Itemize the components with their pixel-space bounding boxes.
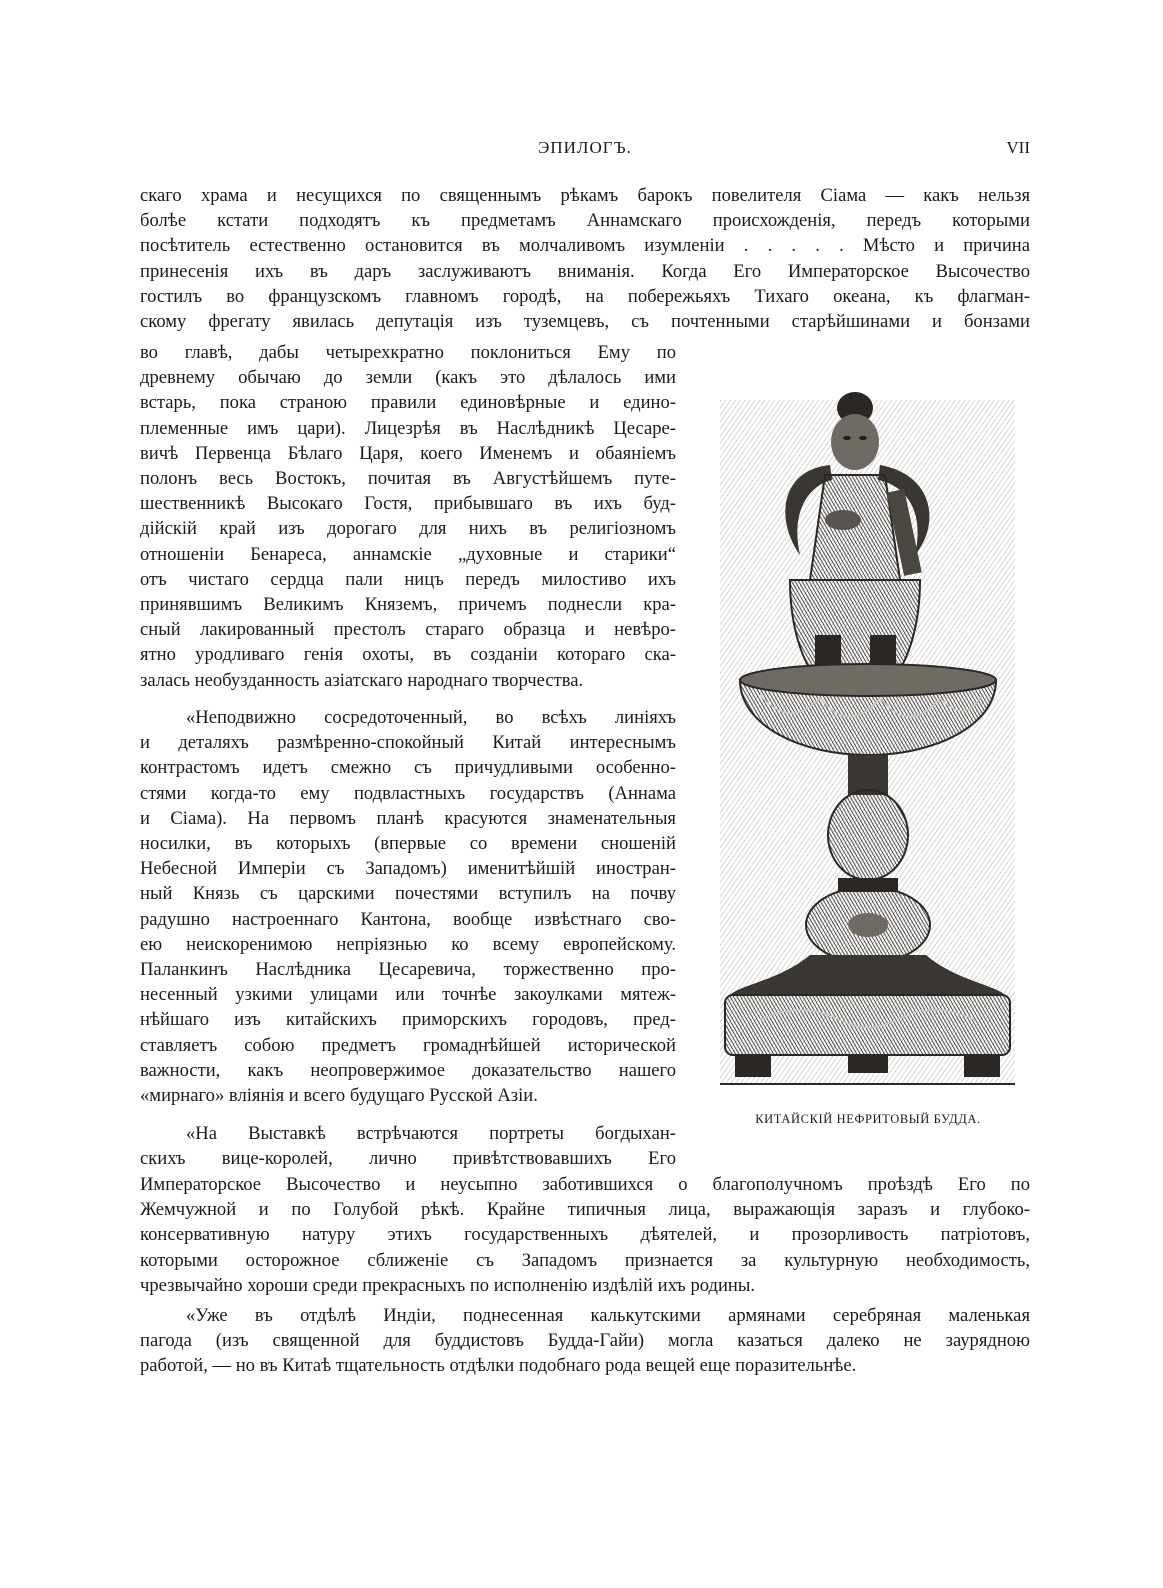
- text-line: ятно уродливаго генія охоты, въ созданіи котораго ска-: [140, 644, 676, 666]
- statue-illustration: [720, 380, 1015, 1090]
- text-line: ставляетъ собою предметъ громаднѣйшей исторической: [140, 1034, 676, 1056]
- text-line: вичѣ Первенца Бѣлаго Царя, коего Именемъ и обаяніемъ: [140, 442, 676, 464]
- text-line: принявшимъ Великимъ Княземъ, причемъ поднесли кра-: [140, 594, 676, 616]
- text-line: отношеніи Бенареса, аннамскіе „духовные и старики“: [140, 543, 676, 565]
- paragraph-1-wide: [140, 183, 1030, 334]
- text-line: дійскій край изъ дорогаго для нихъ въ религіозномъ: [140, 518, 676, 540]
- text-line: шественникѣ Высокаго Гостя, прибывшаго въ ихъ буд-: [140, 493, 676, 515]
- text-line: во главѣ, дабы четырехкратно поклониться Ему по: [140, 342, 676, 363]
- page-header: [140, 138, 1030, 168]
- text-line: встарь, пока страною правили единовѣрные и едино-: [140, 392, 676, 414]
- paragraph-4: [140, 1303, 1030, 1379]
- figure-caption: КИТАЙСКІЙ НЕФРИТОВЫЙ БУДДА.: [755, 1112, 981, 1126]
- text-line: скихъ вице-королей, лично привѣтствовавшихъ Его: [140, 1148, 676, 1170]
- text-line: носилки, въ которыхъ (впервые со времени сношеній: [140, 833, 676, 855]
- paragraph-2: [140, 705, 676, 1108]
- text-line: контрастомъ идетъ смежно съ причудливыми особенно-: [140, 757, 676, 779]
- running-title: ЭПИЛОГЪ.: [538, 138, 632, 157]
- text-line: сный лакированный престолъ стараго образца и невѣро-: [140, 619, 676, 641]
- text-line: несенный узкими улицами или точнѣе закоулками мятеж-: [140, 984, 676, 1006]
- text-line: скому фрегату явилась депутація изъ туземцевъ, съ почтенными старѣйшинами и бонзами: [140, 311, 1030, 333]
- pedestal-foot: [735, 1055, 771, 1077]
- paragraph-3-wide: [140, 1172, 1030, 1298]
- text-line: «Неподвижно сосредоточенный, во всѣхъ линіяхъ: [186, 707, 676, 728]
- text-line: болѣе кстати подходятъ къ предметамъ Аннамскаго происхожденія, передъ которыми: [140, 210, 1030, 232]
- text-line: и Сіама). На первомъ планѣ красуются знаменательныя: [140, 807, 676, 829]
- text-line: гостилъ во французскомъ главномъ городѣ, на побережьяхъ Тихаго океана, къ флагман-: [140, 285, 1030, 307]
- text-line: древнему обычаю до земли (какъ это дѣлалось ими: [140, 367, 676, 389]
- page-number: VII: [1006, 138, 1030, 157]
- text-line: Небесной Имперіи съ Западомъ) именитѣйшій иностран-: [140, 858, 676, 880]
- text-line: чрезвычайно хороши среди прекрасныхъ по исполненію издѣлій ихъ родины.: [140, 1274, 755, 1296]
- text-line: нѣйшаго изъ китайскихъ приморскихъ городовъ, пред-: [140, 1009, 676, 1031]
- stand-upper-knob: [828, 790, 908, 880]
- buddha-statue-engraving: [720, 380, 1015, 1090]
- frame-bottom-edge: [720, 1083, 1015, 1085]
- text-line: посѣтитель естественно остановится въ молчаливомъ изумленіи . . . . . Мѣсто и причина: [140, 235, 1030, 257]
- text-line: и деталяхъ размѣренно-спокойный Китай интереснымъ: [140, 732, 676, 754]
- text-line: «мирнаго» вліянія и всего будущаго Русской Азіи.: [140, 1085, 538, 1107]
- text-line: которыми осторожное сближеніе съ Западомъ признается за культурную необходимость,: [140, 1249, 1030, 1271]
- text-line: ный Князь съ царскими почестями вступилъ на почву: [140, 883, 676, 905]
- text-line: принесенія ихъ въ даръ заслуживаютъ вниманія. Когда Его Императорское Высочество: [140, 260, 1030, 282]
- statue-lotus-offering: [825, 510, 861, 530]
- text-line: консервативную натуру этихъ государственныхъ дѣятелей, и прозорливость патріотовъ,: [140, 1224, 1030, 1246]
- text-line: скаго храма и несущихся по священнымъ рѣкамъ барокъ повелителя Сіама — какъ нельзя: [140, 185, 1030, 206]
- text-line: отъ чистаго сердца пали ницъ передъ милостиво ихъ: [140, 568, 676, 590]
- text-line: Жемчужной и по Голубой рѣкѣ. Крайне типичныя лица, выражающія заразъ и глубоко-: [140, 1199, 1030, 1221]
- text-line: «Уже въ отдѣлѣ Индіи, поднесенная калькутскими армянами серебряная маленькая: [186, 1305, 1030, 1326]
- text-line: «На Выставкѣ встрѣчаются портреты богдыхан-: [186, 1123, 676, 1144]
- text-line: племенные имъ цари). Лицезрѣя въ Наслѣдникѣ Цесаре-: [140, 417, 676, 439]
- paragraph-1-narrow: [140, 340, 676, 693]
- statue-face: [831, 414, 879, 470]
- text-line: работой, — но въ Китаѣ тщательность отдѣлки подобнаго рода вещей еще поразительнѣе.: [140, 1355, 857, 1377]
- text-line: пагода (изъ священной для буддистовъ Будда-Гайи) могла казаться далеко не заурядною: [140, 1330, 1030, 1352]
- pedestal: [725, 995, 1010, 1055]
- text-line: Императорское Высочество и неусыпно заботившихся о благополучномъ проѣздѣ Его по: [140, 1174, 1030, 1195]
- text-line: ею неискоренимою непріязнью ко всему европейскому.: [140, 933, 676, 955]
- statue-torso: [810, 475, 900, 580]
- text-line: радушно настроеннаго Кантона, вообще извѣстнаго сво-: [140, 908, 676, 930]
- text-line: Паланкинъ Наслѣдника Цесаревича, торжественно про-: [140, 959, 676, 981]
- text-line: стями когда-то ему подвластныхъ государствъ (Аннама: [140, 782, 676, 804]
- paragraph-3-narrow: [140, 1121, 676, 1171]
- text-line: залась необузданность азіатскаго народнаго творчества.: [140, 669, 584, 691]
- text-line: важности, какъ неопровержимое доказательство нашего: [140, 1059, 676, 1081]
- text-line: полонъ весь Востокъ, почитая въ Августѣйшемъ путе-: [140, 468, 676, 490]
